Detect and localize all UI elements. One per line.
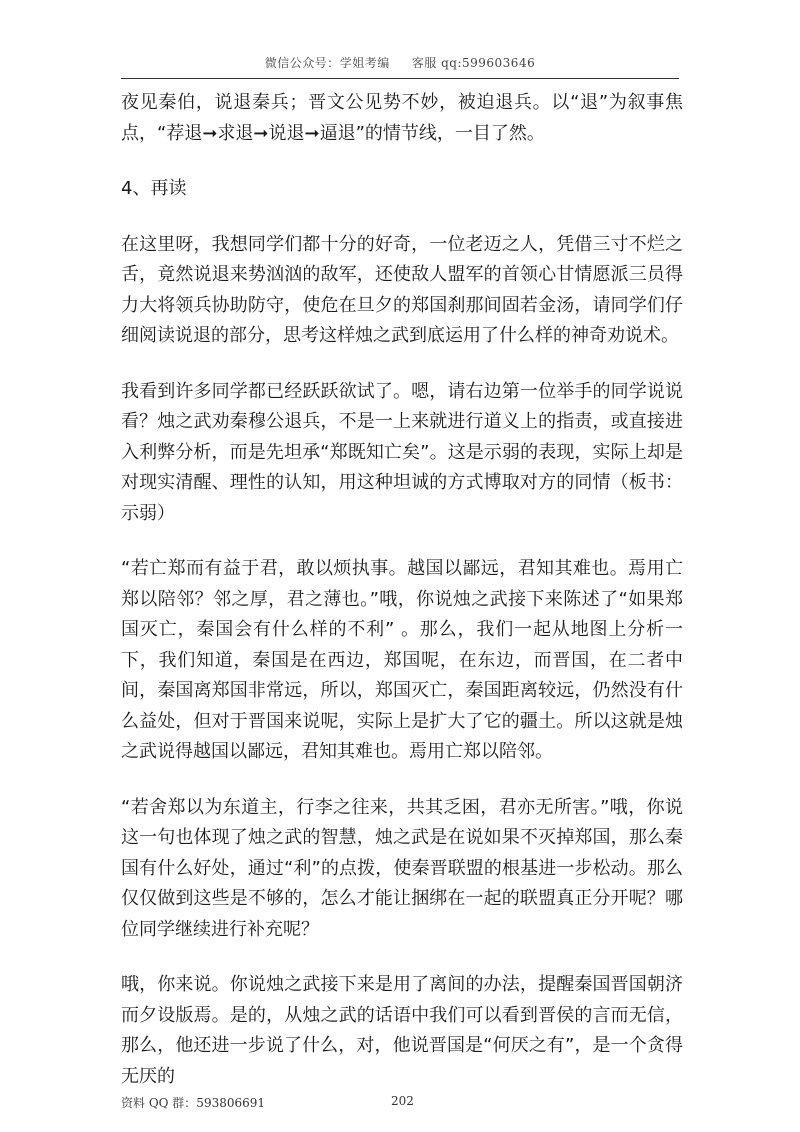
page-header: [0, 54, 800, 71]
paragraph-1: 夜见秦伯，说退秦兵；晋文公见势不妙，被迫退兵。以“退”为叙事焦点，“荐退➞求退➞说退➞逼退”的情节线，一目了然。: [121, 92, 683, 144]
page-number: 202: [391, 1094, 414, 1108]
paragraph-4: “若亡郑而有益于君，敢以烦执事。越国以鄙远，君知其难也。焉用亡郑以陪邻？邻之厚，君之薄也。”哦，你说烛之武接下来陈述了“如果郑国灭亡，秦国会有什么样的不利” 。那么，我们一起从地图上分析一下，我们知道，秦国是在西边，郑国呢，在东边，而晋国，在二者中间，秦国离郑国非常远，所以，郑国灭亡，秦国距离较远，仍然没有什么益处，但对于晋国来说呢，实际上是扩大了它的疆土。所以这就是烛之武说得越国以鄙远，君知其难也。焉用亡郑以陪邻。: [121, 558, 683, 762]
paragraph-5: “若舍郑以为东道主，行李之往来，共其乏困，君亦无所害。”哦，你说这一句也体现了烛之武的智慧，烛之武是在说如果不灭掉郑国，那么秦国有什么好处，通过“利”的点拨，使秦晋联盟的根基进一步松动。那么仅仅做到这些是不够的，怎么才能让捆绑在一起的联盟真正分开呢？哪位同学继续进行补充呢？: [121, 796, 683, 940]
paragraph-2: 在这里呀，我想同学们都十分的好奇，一位老迈之人，凭借三寸不烂之舌，竟然说退来势汹汹的敌军，还使敌人盟军的首领心甘情愿派三员得力大将领兵协助防守，使危在旦夕的郑国刹那间固若金汤，请同学们仔细阅读说退的部分，思考这样烛之武到底运用了什么样的神奇劝说术。: [121, 233, 683, 346]
paragraph-3: 我看到许多同学都已经跃跃欲试了。嗯，请右边第一位举手的同学说说看？烛之武劝秦穆公退兵，不是一上来就进行道义上的指责，或直接进入利弊分析，而是先坦承“郑既知亡矣”。这是示弱的表现，实际上却是对现实清醒、理性的认知，用这种坦诚的方式博取对方的同情（板书：示弱）: [121, 380, 683, 524]
footer-qq-group: 资料 QQ 群：593806691: [121, 1096, 266, 1110]
section-heading: 4、再读: [121, 178, 187, 199]
paragraph-6: 哦，你来说。你说烛之武接下来是用了离间的办法，提醒秦国晋国朝济而夕设版焉。是的，从烛之武的话语中我们可以看到晋侯的言而无信，那么，他还进一步说了什么，对，他说晋国是“何厌之有”，是一个贪得无厌的: [121, 974, 683, 1087]
header-wechat: 微信公众号：学姐考编: [264, 56, 390, 70]
header-divider: [121, 78, 679, 79]
header-service: 客服 qq:599603646: [411, 56, 536, 70]
document-body: [121, 88, 683, 1117]
